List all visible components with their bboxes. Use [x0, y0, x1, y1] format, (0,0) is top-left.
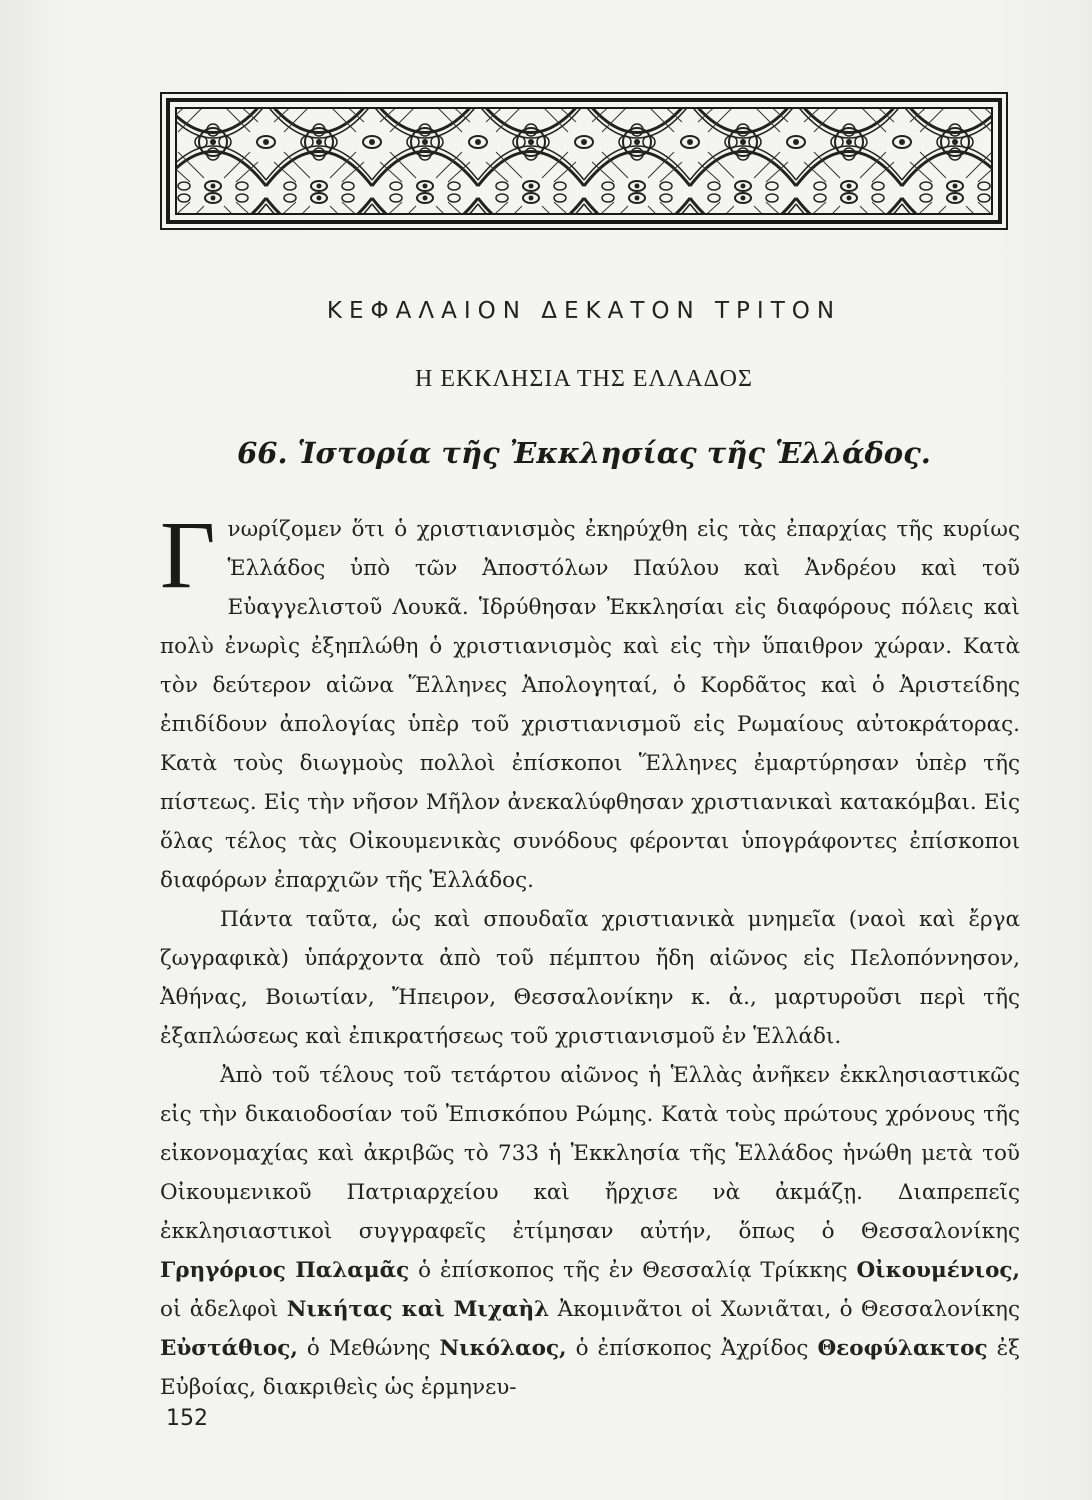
name-niketas-michael: Νικήτας καὶ Μιχαὴλ [286, 1297, 550, 1322]
name-theophylaktos: Θεοφύλακτος [817, 1336, 988, 1361]
body-text [160, 501, 1021, 1407]
paragraph-3-text: ὁ Μεθώνης [306, 1336, 431, 1361]
name-nikolaos: Νικόλαος, [439, 1336, 567, 1361]
name-gregorios-palamas: Γρηγόριος Παλαμᾶς [160, 1258, 410, 1283]
paragraph-1 [160, 501, 1020, 900]
paragraph-3-text: Ἀκομινᾶτοι οἱ Χωνιᾶται, ὁ Θεσσαλονίκης [557, 1297, 1020, 1322]
section-number: 66. [237, 436, 288, 470]
paragraph-3-text: ἐξ Εὐβοίας, διακριθεὶς ὡς ἑρμηνευ- [160, 1336, 1021, 1400]
paragraph-2: Πάντα ταῦτα, ὡς καὶ σπουδαῖα χριστιανικὰ μνημεῖα (ναοὶ καὶ ἔργα ζωγραφικὰ) ὑπάρχοντα ἀπὸ τοῦ πέμπτου ἤδη αἰῶνος εἰς Πελοπόννησον, Ἀθήνας, Βοιωτίαν, Ἤπειρον, Θεσσαλονίκην κ. ἀ., μαρτυροῦσι περὶ τῆς ἐξαπλώσεως καὶ ἐπικρατήσεως τοῦ χριστιανισμοῦ ἐν Ἑλλάδι. [160, 907, 1020, 1049]
chapter-title: Η ΕΚΚΛΗΣΙΑ ΤΗΣ ΕΛΛΑΔΟΣ [415, 366, 753, 392]
section-title: Ἱστορία τῆς Ἐκκλησίας τῆς Ἑλλάδος. [297, 436, 931, 470]
name-oikoumenios: Οἰκουμένιος, [856, 1258, 1021, 1283]
paragraph-3-text: Ἀπὸ τοῦ τέλους τοῦ τετάρτου αἰῶνος ἡ Ἑλλὰς ἀνῆκεν ἐκκλησιαστικῶς εἰς τὴν δικαιοδοσίαν τοῦ Ἐπισκόπου Ρώμης. Κατὰ τοὺς πρώτους χρόνους τῆς εἰκονομαχίας καὶ ἀκριβῶς τὸ 733 ἡ Ἐκκλησία τῆς Ἑλλάδος ἡνώθη μετὰ τοῦ Οἰκουμενικοῦ Πατριαρχείου καὶ ἤρχισε νὰ ἀκμάζῃ. Διαπρεπεῖς ἐκκλησιαστικοὶ συγγραφεῖς ἐτίμησαν αὐτήν, ὅπως ὁ Θεσσαλονίκης [160, 1063, 1020, 1244]
paragraph-3-text: ὁ ἐπίσκοπος τῆς ἐν Θεσσαλίᾳ Τρίκκης [418, 1258, 848, 1283]
section-heading [160, 436, 1008, 470]
drop-cap: Γ [160, 501, 216, 608]
paragraph-3-text: ὁ ἐπίσκοπος Ἀχρίδος [575, 1336, 809, 1361]
paragraph-3-text: οἱ ἀδελφοὶ [160, 1297, 279, 1322]
name-eustathios: Εὐστάθιος, [160, 1336, 298, 1361]
paragraph-3 [160, 1056, 1020, 1407]
page-number: 152 [166, 1406, 208, 1431]
ornament-band-svg [160, 92, 1008, 230]
decorative-header-ornament [160, 92, 1008, 230]
paragraph-1-text: νωρίζομεν ὅτι ὁ χριστιανισμὸς ἐκηρύχθη εἰς τὰς ἐπαρχίας τῆς κυρίως Ἑλλάδος ὑπὸ τῶν Ἀποστόλων Παύλου καὶ Ἀνδρέου καὶ τοῦ Εὐαγγελιστοῦ Λουκᾶ. Ἱδρύθησαν Ἐκκλησίαι εἰς διαφόρους πόλεις καὶ πολὺ ἐνωρὶς ἐξηπλώθη ὁ χριστιανισμὸς καὶ εἰς τὴν ὕπαιθρον χώραν. Κατὰ τὸν δεύτερον αἰῶνα Ἕλληνες Ἀπολογηταί, ὁ Κορδᾶτος καὶ ὁ Ἀριστείδης ἐπιδίδουν ἀπολογίας ὑπὲρ τοῦ χριστιανισμοῦ εἰς Ρωμαίους αὐτοκράτορας. Κατὰ τοὺς διωγμοὺς πολλοὶ ἐπίσκοποι Ἕλληνες ἐμαρτύρησαν ὑπὲρ τῆς πίστεως. Εἰς τὴν νῆσον Μῆλον ἀνεκαλύφθησαν χριστιανικαὶ κατακόμβαι. Εἰς ὅλας τέλος τὰς Οἰκουμενικὰς συνόδους φέρονται ὑπογράφοντες ἐπίσκοποι διαφόρων ἐπαρχιῶν τῆς Ἑλλάδος. [160, 517, 1020, 893]
chapter-label: ΚΕΦΑΛΑΙΟΝ ΔΕΚΑΤΟΝ ΤΡΙΤΟΝ [326, 298, 842, 324]
